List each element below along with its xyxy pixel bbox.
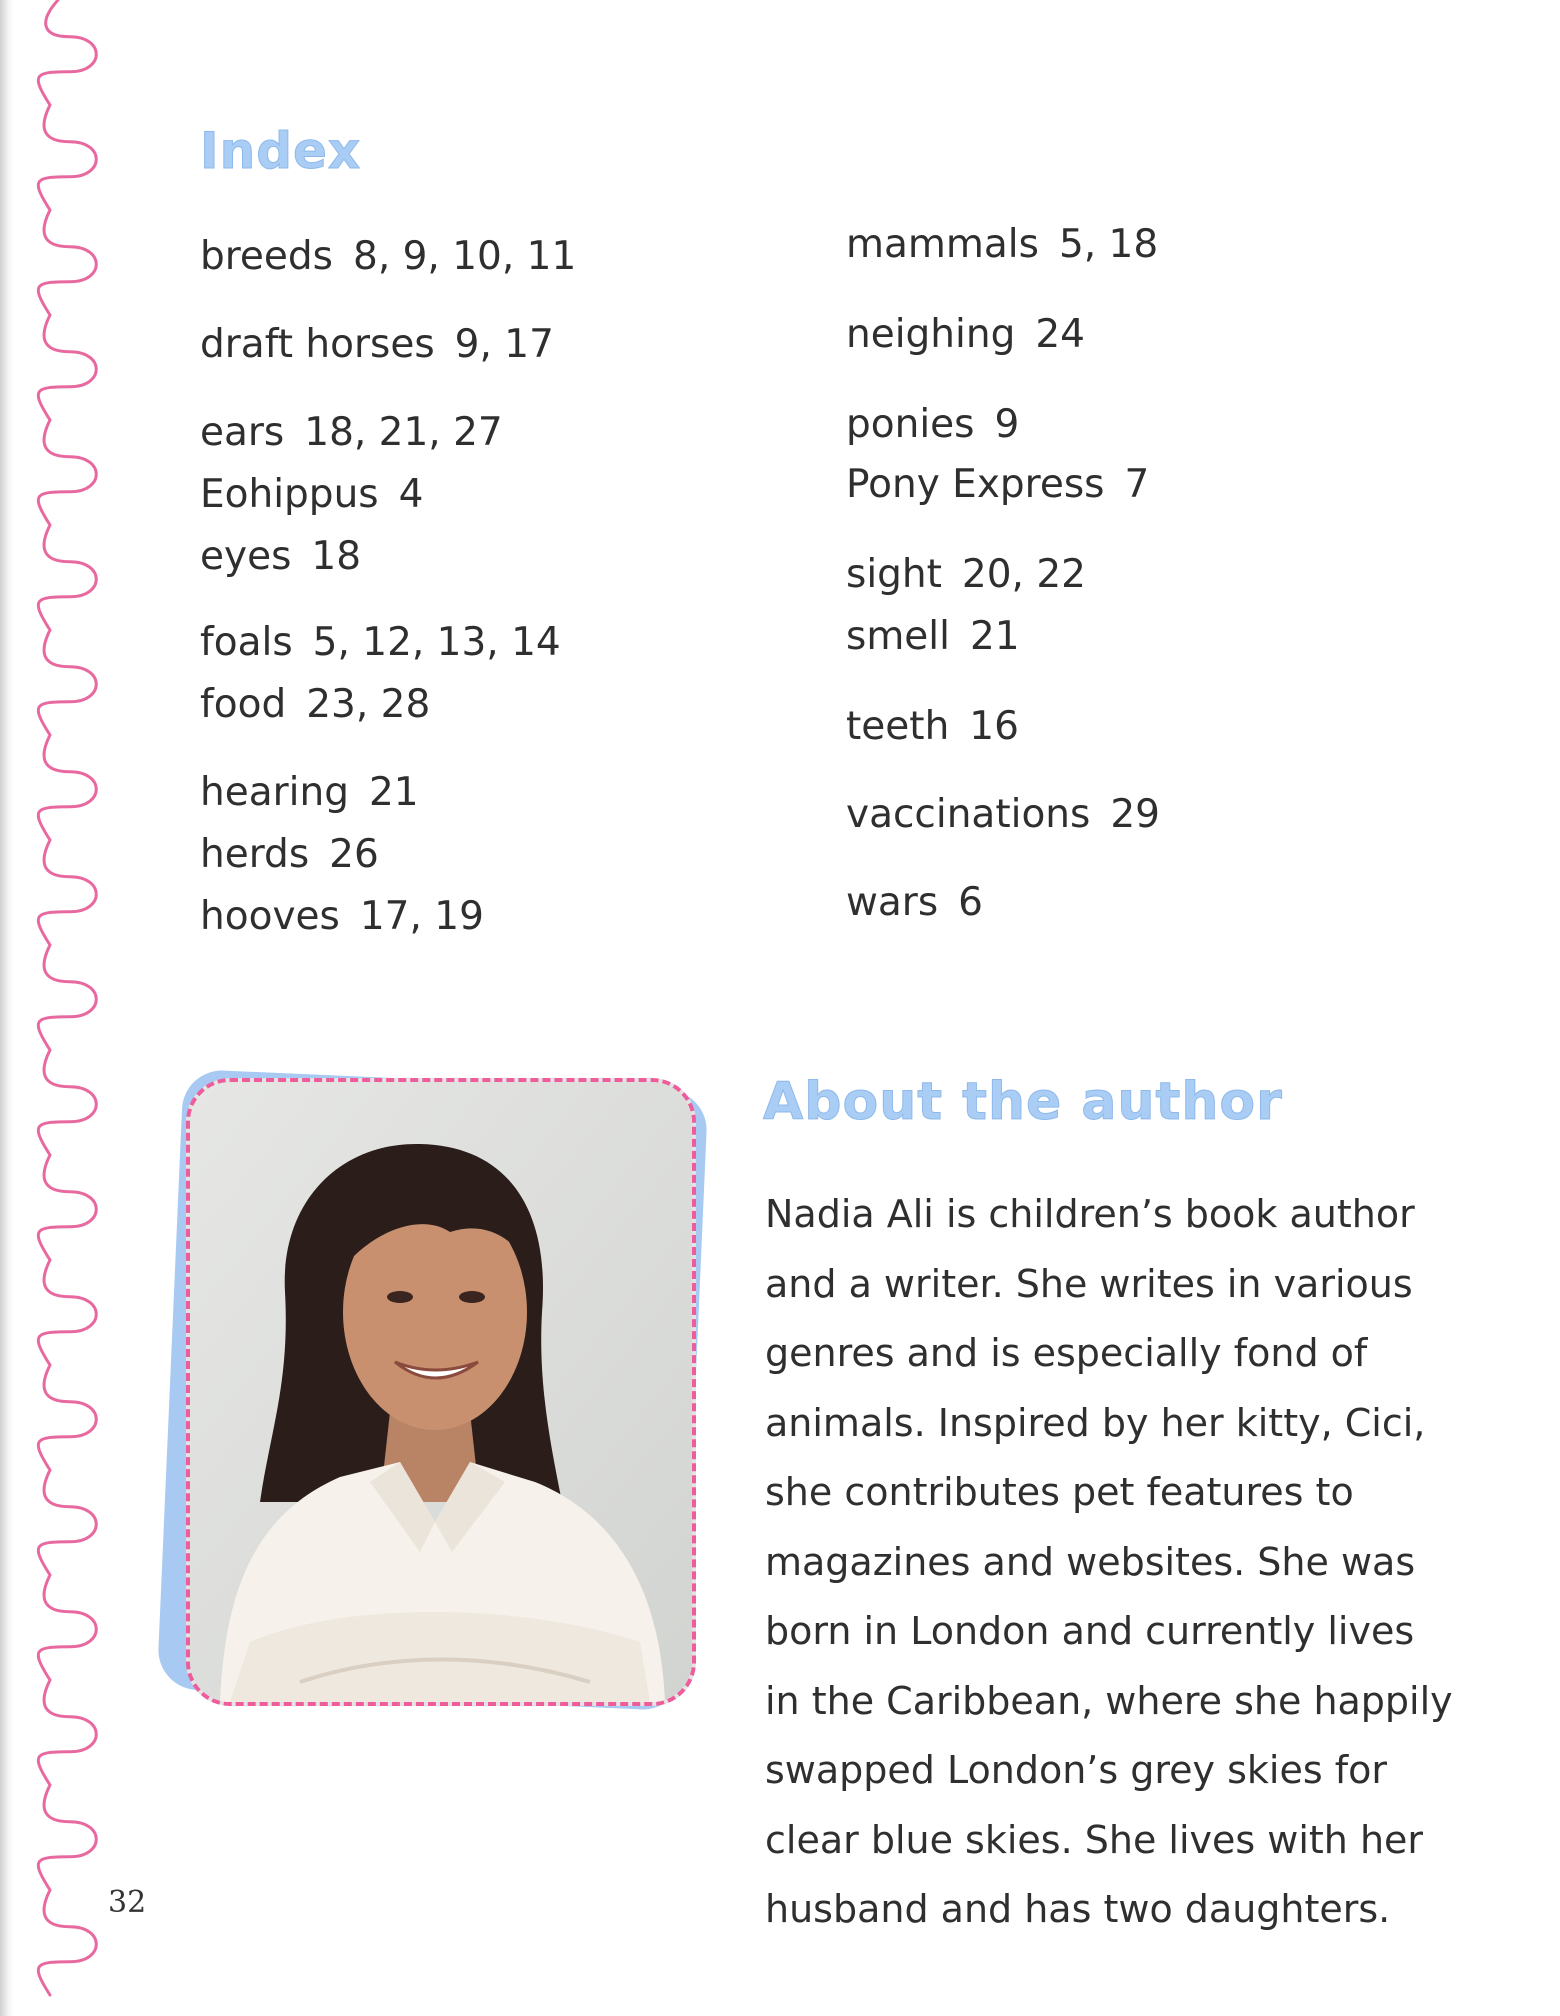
bio-line: animals. Inspired by her kitty, Cici, [765, 1400, 1426, 1445]
bio-line: magazines and websites. She was [765, 1539, 1416, 1584]
bio-line: and a writer. She writes in various [765, 1261, 1413, 1306]
index-entry: hooves 17, 19 [200, 894, 484, 939]
bio-line: swapped London’s grey skies for [765, 1748, 1387, 1792]
bio-line: genres and is especially fond of [765, 1331, 1368, 1375]
index-entry: hearing 21 [200, 770, 419, 815]
bio-line: in the Caribbean, where she happily [765, 1678, 1453, 1723]
author-bio [765, 1180, 1465, 1945]
index-entry: food 23, 28 [200, 682, 431, 727]
index-entry: sight 20, 22 [846, 552, 1086, 597]
author-photo-frame [150, 1060, 720, 1720]
index-entry: teeth 16 [846, 704, 1019, 749]
index-entry: eyes 18 [200, 534, 362, 579]
index-entry: smell 21 [846, 614, 1020, 659]
bio-line: Nadia Ali is children’s book author [765, 1192, 1415, 1236]
page-number: 32 [108, 1885, 147, 1920]
index-entry: mammals 5, 18 [846, 222, 1159, 267]
author-photo [186, 1078, 696, 1706]
index-entry: wars 6 [846, 880, 983, 925]
index-entry: breeds 8, 9, 10, 11 [200, 234, 577, 279]
bio-line: she contributes pet features to [765, 1470, 1354, 1514]
index-heading: Index [200, 122, 362, 180]
index-entry: Eohippus 4 [200, 472, 424, 517]
index-entry: ears 18, 21, 27 [200, 410, 503, 455]
bio-line: clear blue skies. She lives with her [765, 1817, 1424, 1862]
bio-line: born in London and currently lives [765, 1609, 1415, 1653]
bio-line: husband and has two daughters. [765, 1887, 1391, 1931]
index-entry: foals 5, 12, 13, 14 [200, 620, 561, 665]
index-entry: ponies 9 [846, 402, 1020, 447]
index-entry: herds 26 [200, 832, 379, 877]
about-author-heading: About the author [763, 1072, 1283, 1132]
index-entry: draft horses 9, 17 [200, 322, 554, 367]
index-entry: vaccinations 29 [846, 792, 1160, 837]
index-entry: neighing 24 [846, 312, 1085, 357]
pink-loop-border [10, 0, 120, 2016]
index-entry: Pony Express 7 [846, 462, 1150, 507]
